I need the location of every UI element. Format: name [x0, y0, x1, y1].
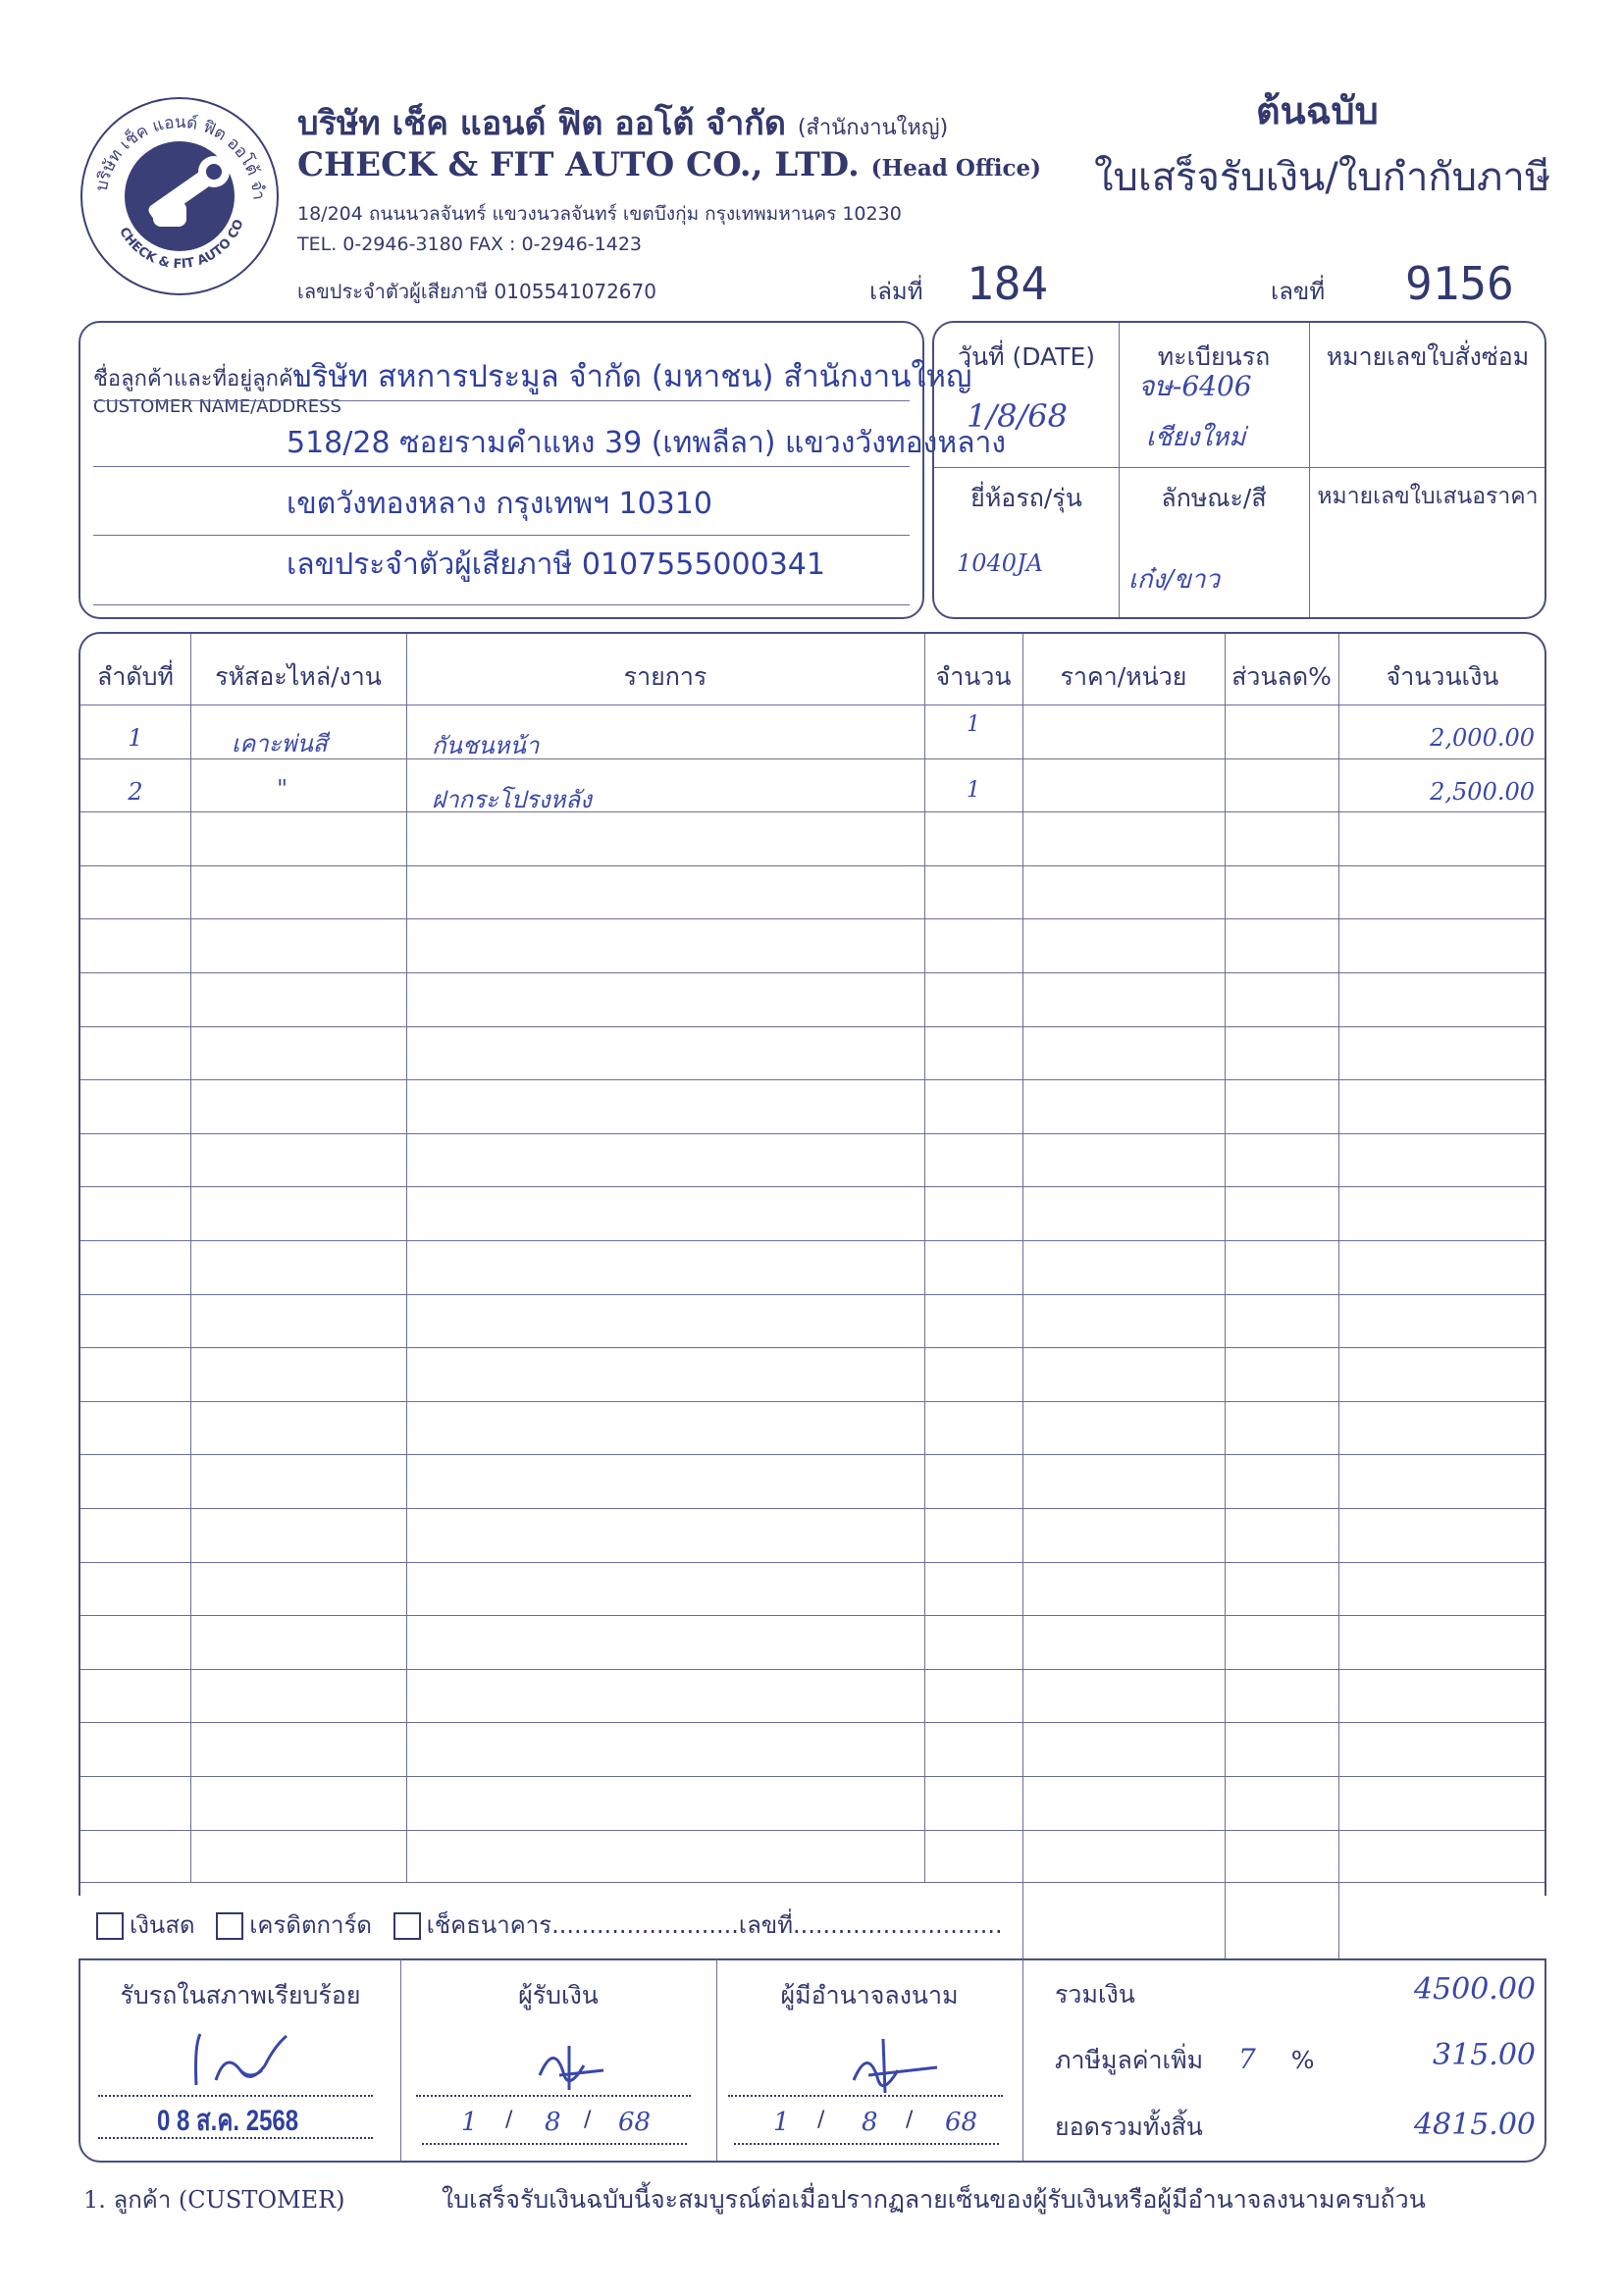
- grand-total-label: ยอดรวมทั้งสิ้น: [1055, 2113, 1203, 2141]
- customer-address-2: เขตวังทองหลาง กรุงเทพฯ 10310: [287, 487, 712, 521]
- row-2-code: ": [277, 775, 288, 803]
- invoice-date: 1/8/68: [967, 397, 1068, 435]
- cheque-number-label: เลขที่............................: [738, 1911, 1003, 1939]
- date-label: วันที่ (DATE): [957, 342, 1096, 371]
- plate-number: จษ-6406: [1138, 370, 1252, 402]
- cash-checkbox[interactable]: [96, 1912, 124, 1940]
- doc-number: 9156: [1405, 257, 1514, 310]
- table-row-rule: [80, 865, 1544, 866]
- col-header-desc: รายการ: [623, 662, 707, 691]
- plate-province: เชียงใหม่: [1146, 423, 1246, 452]
- col-header-qty: จำนวน: [935, 662, 1012, 691]
- items-table: [79, 632, 1546, 1896]
- col-header-amount: จำนวนเงิน: [1386, 662, 1499, 691]
- credit-card-label: เครดิตการ์ด: [249, 1911, 373, 1939]
- row-1-qty: 1: [967, 712, 980, 737]
- table-row-rule: [80, 1401, 1544, 1402]
- cashier-date-day: 1: [461, 2108, 478, 2137]
- table-row-rule: [80, 1347, 1544, 1348]
- table-row-rule: [80, 1669, 1544, 1670]
- vat-label-line: [1055, 2041, 1315, 2080]
- car-style: เก๋ง/ขาว: [1128, 565, 1221, 595]
- footer-copy-note: 1. ลูกค้า (CUSTOMER): [83, 2186, 345, 2214]
- credit-card-checkbox[interactable]: [216, 1912, 243, 1940]
- row-2-qty: 1: [967, 778, 980, 803]
- book-number: 184: [967, 257, 1049, 310]
- table-row-rule: [80, 918, 1544, 919]
- received-signature: [186, 2026, 304, 2099]
- payment-methods: [96, 1905, 1003, 1944]
- row-2-amount: 2,500.00: [1430, 778, 1535, 806]
- vat-rate: 7: [1238, 2043, 1256, 2075]
- received-car-label: รับรถในสภาพเรียบร้อย: [120, 1981, 361, 2009]
- cash-label: เงินสด: [130, 1911, 195, 1939]
- row-2-desc: ฝากระโปรงหลัง: [432, 786, 592, 813]
- footer-note: ใบเสร็จรับเงินฉบับนี้จะสมบูรณ์ต่อเมื่อปรากฏลายเซ็นของผู้รับเงินหรือผู้มีอำนาจลงนามครบถ้วน: [442, 2185, 1426, 2214]
- company-logo: [77, 93, 283, 299]
- table-row-rule: [80, 1722, 1544, 1723]
- svg-text:บริษัท เช็ค แอนด์ ฟิต ออโต้ จำ: บริษัท เช็ค แอนด์ ฟิต ออโต้ จำ: [91, 112, 269, 202]
- table-row-rule: [80, 1615, 1544, 1616]
- brand-label: ยี่ห้อรถ/รุ่น: [970, 484, 1082, 512]
- customer-address-1: 518/28 ซอยรามคำแหง 39 (เทพลีลา) แขวงวังทองหลาง: [287, 426, 1006, 460]
- received-dots: [98, 2095, 373, 2097]
- authorized-label: ผู้มีอำนาจลงนาม: [780, 1981, 959, 2009]
- customer-tax-id: เลขประจำตัวผู้เสียภาษี 0107555000341: [287, 548, 825, 582]
- company-name-th-text: บริษัท เช็ค แอนด์ ฟิต ออโต้ จำกัด: [297, 104, 786, 143]
- svg-text:CHECK & FIT AUTO CO., LTD.: CHECK & FIT AUTO CO: [116, 217, 247, 273]
- cashier-dots: [416, 2095, 691, 2097]
- col-header-discount: ส่วนลด%: [1231, 662, 1332, 691]
- cheque-checkbox[interactable]: [393, 1912, 421, 1940]
- table-row-rule: [80, 1133, 1544, 1134]
- table-column-rule: [190, 634, 191, 1882]
- vat-amount: 315.00: [1433, 2038, 1536, 2072]
- table-bottom-rule: [80, 1882, 1544, 1883]
- table-row-rule: [80, 1776, 1544, 1777]
- quote-label: หมายเลขใบเสนอราคา: [1317, 484, 1539, 509]
- table-row-rule: [80, 972, 1544, 973]
- customer-name: บริษัท สหการประมูล จำกัด (มหาชน) สำนักงานใหญ่: [292, 359, 972, 394]
- table-row-rule: [80, 1454, 1544, 1455]
- row-2-no: 2: [128, 778, 143, 806]
- table-row-rule: [80, 1026, 1544, 1027]
- customer-label-th: ชื่อลูกค้าและที่อยู่ลูกค้า: [93, 367, 305, 391]
- cashier-date-year: 68: [618, 2108, 652, 2137]
- document-title: ใบเสร็จรับเงิน/ใบกำกับภาษี: [1094, 155, 1551, 200]
- col-header-no: ลำดับที่: [97, 662, 174, 691]
- table-column-rule: [1022, 1882, 1023, 1958]
- company-phone: TEL. 0-2946-3180 FAX : 0-2946-1423: [297, 234, 643, 255]
- cheque-label: เช็คธนาคาร.........................: [426, 1911, 739, 1939]
- table-row-rule: [80, 811, 1544, 812]
- authorized-date-day: 1: [773, 2108, 790, 2137]
- cashier-signature: [530, 2036, 618, 2099]
- company-address: 18/204 ถนนนวลจันทร์ แขวงนวลจันทร์ เขตบึงกุ่ม กรุงเทพมหานคร 10230: [297, 203, 902, 225]
- copy-label: ต้นฉบับ: [1256, 89, 1379, 132]
- style-label: ลักษณะ/สี: [1161, 484, 1267, 512]
- table-row-rule: [80, 1508, 1544, 1509]
- table-row-rule: [80, 1186, 1544, 1187]
- company-name-th: [297, 96, 948, 149]
- vat-percent-sign: %: [1290, 2046, 1315, 2074]
- company-name-en-text: CHECK & FIT AUTO CO., LTD.: [297, 145, 860, 184]
- table-column-rule: [1225, 634, 1226, 1958]
- company-name-en: [297, 145, 1041, 184]
- authorized-date-month: 8: [862, 2108, 878, 2137]
- row-1-amount: 2,000.00: [1430, 724, 1535, 752]
- received-date-stamp: 0 8 ส.ค. 2568: [157, 2105, 299, 2137]
- table-row-rule: [80, 1562, 1544, 1563]
- table-row-rule: [80, 1079, 1544, 1080]
- grand-total-amount: 4815.00: [1413, 2108, 1536, 2142]
- company-branch-en: (Head Office): [870, 155, 1042, 182]
- book-label: เล่มที่: [869, 278, 923, 305]
- col-header-unit-price: ราคา/หน่วย: [1060, 662, 1187, 691]
- repair-order-label: หมายเลขใบสั่งซ่อม: [1326, 342, 1530, 371]
- car-brand: 1040JA: [957, 549, 1044, 577]
- cashier-label: ผู้รับเงิน: [518, 1981, 599, 2009]
- cashier-date-month: 8: [545, 2108, 561, 2137]
- table-column-rule: [924, 634, 925, 1882]
- vat-label: ภาษีมูลค่าเพิ่ม: [1055, 2046, 1204, 2074]
- table-column-rule: [1022, 634, 1023, 1882]
- authorized-dots: [728, 2095, 1003, 2097]
- authorized-date-year: 68: [945, 2108, 978, 2137]
- table-column-rule: [406, 634, 407, 1882]
- subtotal-amount: 4500.00: [1413, 1972, 1536, 2007]
- table-header-rule: [80, 704, 1544, 705]
- plate-label: ทะเบียนรถ: [1157, 342, 1271, 371]
- doc-no-label: เลขที่: [1271, 278, 1326, 305]
- table-row-rule: [80, 1294, 1544, 1295]
- row-1-desc: กันชนหน้า: [432, 732, 540, 759]
- company-branch-th: (สำนักงานใหญ่): [797, 116, 949, 140]
- col-header-code: รหัสอะไหล่/งาน: [215, 662, 382, 691]
- row-1-code: เคาะพ่นสี: [232, 730, 328, 757]
- table-row-rule: [80, 1830, 1544, 1831]
- customer-label-en: CUSTOMER NAME/ADDRESS: [93, 396, 341, 417]
- table-row-rule: [80, 1240, 1544, 1241]
- authorized-signature: [844, 2031, 952, 2104]
- subtotal-label: รวมเงิน: [1055, 1980, 1135, 2009]
- company-tax-id: เลขประจำตัวผู้เสียภาษี 0105541072670: [297, 280, 656, 303]
- row-1-no: 1: [128, 724, 143, 752]
- table-column-rule: [1338, 634, 1339, 1958]
